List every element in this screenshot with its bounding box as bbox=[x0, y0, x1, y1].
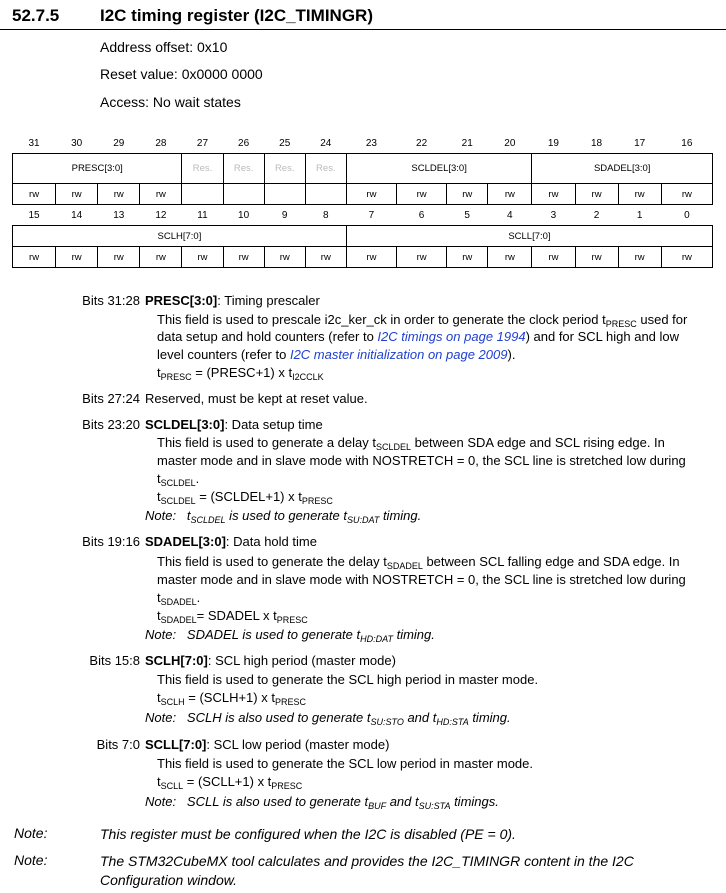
bit-number: 18 bbox=[590, 137, 603, 149]
access-empty bbox=[264, 184, 305, 205]
sdadel-desc-line1 bbox=[157, 553, 717, 571]
scll-bits: Bits 7:0 bbox=[96, 737, 140, 752]
bit-number: 25 bbox=[279, 137, 291, 149]
text: t bbox=[157, 365, 161, 380]
field-sdadel: SDADEL[3:0] bbox=[532, 154, 713, 184]
subscript: PRESC bbox=[160, 372, 192, 382]
subscript: PRESC bbox=[271, 781, 303, 791]
text: used for bbox=[636, 312, 688, 327]
subscript: SCLL bbox=[160, 781, 184, 791]
sdadel-desc-line3 bbox=[157, 589, 717, 607]
bit-number: 12 bbox=[155, 209, 167, 221]
note-label: Note: bbox=[145, 710, 177, 725]
bit-number: 22 bbox=[416, 137, 428, 149]
text: This field is used to generate the delay t bbox=[157, 554, 387, 569]
text: t bbox=[157, 590, 161, 605]
subscript: SDADEL bbox=[386, 561, 423, 571]
bit-number: 16 bbox=[681, 137, 693, 149]
subscript: PRESC bbox=[605, 319, 637, 329]
upper-bit-numbers bbox=[13, 133, 713, 154]
sdadel-formula bbox=[157, 607, 717, 625]
subscript: SCLDEL bbox=[160, 478, 196, 488]
access-rw: rw bbox=[618, 247, 661, 268]
bit-number: 10 bbox=[238, 209, 250, 221]
text: t bbox=[157, 690, 161, 705]
bit-number: 24 bbox=[320, 137, 332, 149]
subscript: PRESC bbox=[274, 697, 306, 707]
sclh-title: : SCL high period (master mode) bbox=[207, 653, 396, 668]
subscript: SDADEL bbox=[160, 597, 197, 607]
scldel-bits: Bits 23:20 bbox=[82, 417, 140, 432]
access-rw: rw bbox=[661, 184, 712, 205]
subscript: HD:STA bbox=[436, 717, 469, 727]
text: is used to generate t bbox=[225, 508, 347, 523]
text: t bbox=[157, 471, 161, 486]
text: t bbox=[157, 774, 161, 789]
bit-number: 7 bbox=[368, 209, 375, 221]
access-rw: rw bbox=[98, 247, 140, 268]
access-rw: rw bbox=[98, 184, 140, 205]
access-rw: rw bbox=[532, 247, 575, 268]
field-reserved: Res. bbox=[305, 154, 346, 184]
sclh-formula bbox=[157, 689, 717, 707]
bit-number: 20 bbox=[504, 137, 516, 149]
scll-desc-line1: This field is used to generate the SCL low period in master mode. bbox=[157, 756, 533, 771]
lower-access bbox=[13, 247, 713, 268]
access-rw: rw bbox=[661, 247, 712, 268]
access-rw: rw bbox=[182, 247, 223, 268]
subscript: SU:STA bbox=[418, 801, 451, 811]
sdadel-bits: Bits 19:16 bbox=[82, 534, 140, 549]
subscript: SCLDEL bbox=[160, 496, 196, 506]
footnote-text: This register must be configured when the I2C is disabled (PE = 0). bbox=[100, 826, 516, 842]
presc-name: PRESC[3:0] bbox=[145, 293, 218, 308]
text: = (SCLDEL+1) x t bbox=[195, 489, 302, 504]
access-rw: rw bbox=[397, 184, 447, 205]
address-offset: Address offset: 0x10 bbox=[100, 39, 228, 55]
access-rw: rw bbox=[140, 184, 182, 205]
text: t bbox=[157, 608, 161, 623]
access-empty bbox=[182, 184, 223, 205]
footnote-label: Note: bbox=[14, 852, 48, 868]
access-empty bbox=[223, 184, 264, 205]
note-label: Note: bbox=[145, 508, 177, 523]
subscript: I2CCLK bbox=[292, 372, 324, 382]
sdadel-title: : Data hold time bbox=[225, 534, 317, 549]
upper-field-names bbox=[13, 154, 713, 184]
bit-number: 26 bbox=[238, 137, 250, 149]
reserved-text: Reserved, must be kept at reset value. bbox=[145, 391, 368, 406]
text: t bbox=[157, 489, 161, 504]
text: timings. bbox=[450, 794, 499, 809]
sclh-bits: Bits 15:8 bbox=[89, 653, 140, 668]
text: = SDADEL x t bbox=[196, 608, 277, 623]
text: SCLL is also used to generate t bbox=[186, 794, 369, 809]
scldel-formula bbox=[157, 488, 717, 506]
presc-desc-line2 bbox=[157, 328, 717, 346]
text: = (SCLL+1) x t bbox=[183, 774, 272, 789]
register-map bbox=[12, 133, 713, 268]
field-reserved: Res. bbox=[223, 154, 264, 184]
bit-number: 23 bbox=[365, 137, 377, 149]
bit-number: 30 bbox=[71, 137, 83, 149]
subscript: SDADEL bbox=[160, 615, 197, 625]
bit-number: 3 bbox=[550, 209, 557, 221]
bit-number: 15 bbox=[28, 209, 40, 221]
note-label: Note: bbox=[145, 627, 177, 642]
subscript: SU:DAT bbox=[346, 515, 380, 525]
bit-number: 29 bbox=[113, 137, 125, 149]
access-rw: rw bbox=[447, 247, 488, 268]
bit-number: 0 bbox=[684, 209, 690, 221]
access-rw: rw bbox=[56, 184, 98, 205]
text: ). bbox=[507, 347, 516, 362]
text: This field is used to generate a delay t bbox=[157, 435, 376, 450]
subscript: PRESC bbox=[301, 496, 333, 506]
access-rw: rw bbox=[13, 247, 56, 268]
reset-value: Reset value: 0x0000 0000 bbox=[100, 66, 263, 82]
text: data setup and hold counters (refer to bbox=[157, 329, 378, 344]
text: level counters (refer to bbox=[157, 347, 290, 362]
scldel-desc-line1 bbox=[157, 434, 717, 452]
text: and t bbox=[403, 710, 437, 725]
text: = (PRESC+1) x t bbox=[191, 365, 293, 380]
scldel-desc-line3 bbox=[157, 470, 717, 488]
bit-number: 13 bbox=[113, 209, 125, 221]
bit-number: 21 bbox=[461, 137, 473, 149]
bit-number: 9 bbox=[281, 209, 288, 221]
presc-title: : Timing prescaler bbox=[217, 293, 320, 308]
sdadel-name: SDADEL[3:0] bbox=[145, 534, 226, 549]
scll-name: SCLL[7:0] bbox=[145, 737, 207, 752]
text: SCLH is also used to generate t bbox=[186, 710, 371, 725]
bit-number: 5 bbox=[464, 209, 470, 221]
access-rw: rw bbox=[488, 184, 532, 205]
bit-number: 19 bbox=[547, 137, 559, 149]
text: between SDA edge and SCL rising edge. In bbox=[410, 435, 665, 450]
bit-number: 11 bbox=[197, 209, 208, 221]
text: t bbox=[186, 508, 191, 523]
access-rw: rw bbox=[575, 184, 618, 205]
subscript: SU:STO bbox=[370, 717, 404, 727]
bit-number: 28 bbox=[155, 137, 167, 149]
bit-number: 2 bbox=[593, 209, 600, 221]
text: SDADEL is used to generate t bbox=[186, 627, 361, 642]
sdadel-heading bbox=[145, 533, 317, 551]
text: between SCL falling edge and SDA edge. In bbox=[422, 554, 680, 569]
field-presc: PRESC[3:0] bbox=[13, 154, 182, 184]
presc-formula bbox=[157, 364, 717, 382]
sclh-name: SCLH[7:0] bbox=[145, 653, 208, 668]
access-rw: rw bbox=[56, 247, 98, 268]
text: timing. bbox=[379, 508, 422, 523]
note-label: Note: bbox=[145, 794, 177, 809]
field-scldel: SCLDEL[3:0] bbox=[346, 154, 532, 184]
access-rw: rw bbox=[488, 247, 532, 268]
link-i2c-master-init[interactable]: I2C master initialization on page 2009 bbox=[289, 347, 508, 362]
sclh-heading bbox=[145, 652, 396, 670]
section-number: 52.7.5 bbox=[12, 6, 60, 25]
bit-number: 1 bbox=[636, 209, 643, 221]
scldel-name: SCLDEL[3:0] bbox=[145, 417, 225, 432]
sdadel-note bbox=[145, 626, 435, 644]
footnote-label: Note: bbox=[14, 825, 48, 841]
access-rw: rw bbox=[346, 247, 396, 268]
access-rw: rw bbox=[575, 247, 618, 268]
access-rw: rw bbox=[618, 184, 661, 205]
access-rw: rw bbox=[305, 247, 346, 268]
scll-heading bbox=[145, 736, 389, 754]
text: This field is used to prescale i2c_ker_ck in order to generate the clock period t bbox=[157, 312, 606, 327]
text: = (SCLH+1) x t bbox=[184, 690, 275, 705]
text: ) and for SCL high and low bbox=[525, 329, 680, 344]
sclh-note bbox=[145, 709, 511, 727]
access-empty bbox=[305, 184, 346, 205]
link-i2c-timings[interactable]: I2C timings on page 1994 bbox=[377, 329, 526, 344]
footnote-text: The STM32CubeMX tool calculates and provides the I2C_TIMINGR content in the I2C Configuration window. bbox=[100, 853, 634, 888]
subscript: PRESC bbox=[276, 615, 308, 625]
access-rw: rw bbox=[532, 184, 575, 205]
bit-number: 8 bbox=[323, 209, 329, 221]
text: . bbox=[195, 471, 200, 486]
bit-number: 27 bbox=[196, 137, 209, 149]
lower-field-names bbox=[13, 226, 713, 247]
access-rw: rw bbox=[13, 184, 56, 205]
presc-desc-line1 bbox=[157, 311, 717, 329]
header-rule bbox=[0, 29, 726, 30]
upper-access bbox=[13, 184, 713, 205]
access-rw: rw bbox=[397, 247, 447, 268]
field-sclh: SCLH[7:0] bbox=[13, 226, 347, 247]
text: timing. bbox=[468, 710, 511, 725]
bit-number: 6 bbox=[418, 209, 425, 221]
scll-formula bbox=[157, 773, 717, 791]
subscript: SCLDEL bbox=[190, 515, 226, 525]
subscript: BUF bbox=[368, 801, 387, 811]
access-rw: rw bbox=[264, 247, 305, 268]
bit-number: 31 bbox=[28, 137, 40, 149]
scldel-heading bbox=[145, 416, 323, 434]
presc-heading bbox=[145, 292, 320, 310]
access-rw: rw bbox=[140, 247, 182, 268]
scll-note bbox=[145, 793, 499, 811]
text: timing. bbox=[392, 627, 435, 642]
section-title: I2C timing register (I2C_TIMINGR) bbox=[100, 6, 373, 25]
field-scll: SCLL[7:0] bbox=[346, 226, 712, 247]
text: and t bbox=[386, 794, 419, 809]
subscript: SCLDEL bbox=[375, 442, 411, 452]
access-rw: rw bbox=[346, 184, 396, 205]
bit-number: 17 bbox=[634, 137, 646, 149]
bit-number: 4 bbox=[507, 209, 513, 221]
scldel-desc-line2: master mode and in slave mode with NOSTRETCH = 0, the SCL line is stretched low during bbox=[157, 453, 686, 468]
access-info: Access: No wait states bbox=[100, 94, 241, 110]
scldel-title: : Data setup time bbox=[224, 417, 323, 432]
reserved-bits: Bits 27:24 bbox=[82, 391, 140, 406]
lower-bit-numbers bbox=[13, 205, 713, 226]
access-rw: rw bbox=[223, 247, 264, 268]
access-rw: rw bbox=[447, 184, 488, 205]
field-reserved: Res. bbox=[264, 154, 305, 184]
text: . bbox=[196, 590, 201, 605]
sdadel-desc-line2: master mode and in slave mode with NOSTRETCH = 0, the SCL line is stretched low during bbox=[157, 572, 686, 587]
sclh-desc-line1: This field is used to generate the SCL high period in master mode. bbox=[157, 672, 539, 687]
bit-number: 14 bbox=[71, 209, 83, 221]
scll-title: : SCL low period (master mode) bbox=[206, 737, 390, 752]
presc-desc-line3 bbox=[157, 346, 717, 364]
scldel-note bbox=[145, 507, 421, 525]
subscript: HD:DAT bbox=[360, 634, 393, 644]
subscript: SCLH bbox=[160, 697, 185, 707]
field-reserved: Res. bbox=[182, 154, 223, 184]
presc-bits: Bits 31:28 bbox=[82, 293, 140, 308]
